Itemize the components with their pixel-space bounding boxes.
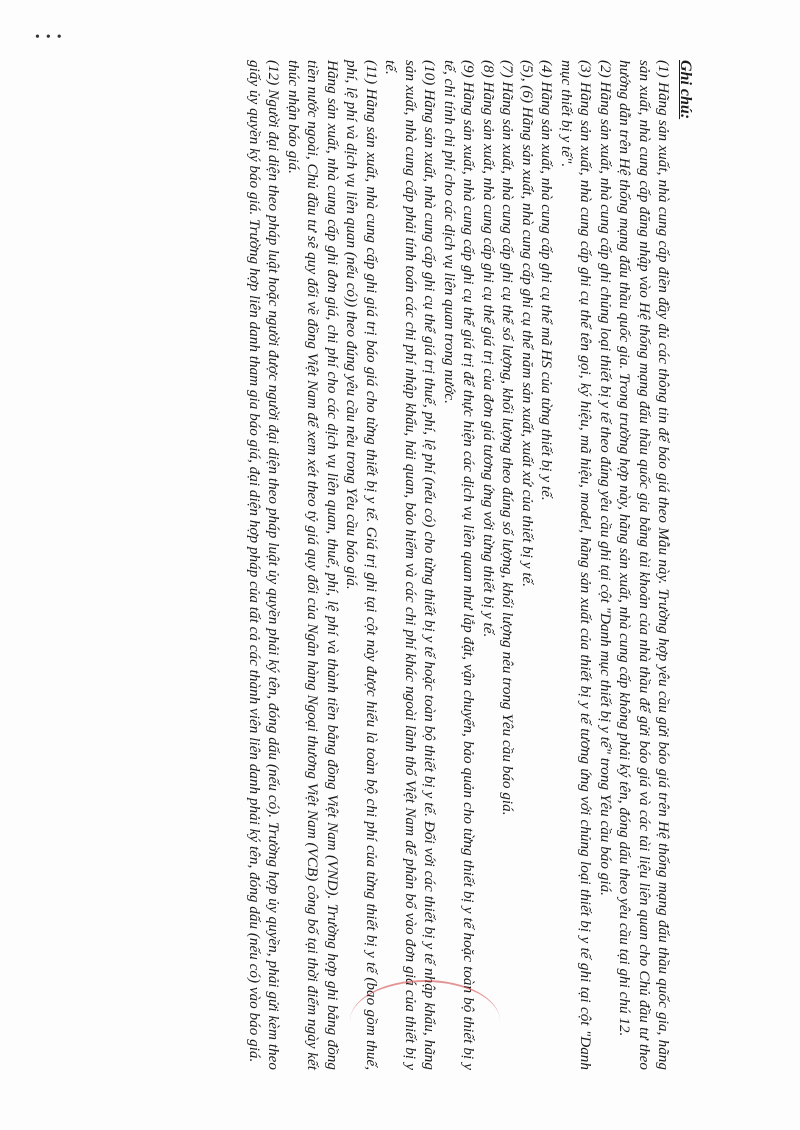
note-4: (4) Hãng sản xuất, nhà cung cấp ghi cụ thể mã HS của từng thiết bị y tế. xyxy=(538,60,556,501)
note-10: (10) Hãng sản xuất, nhà cung cấp ghi cụ thể giá trị thuế, phí, lệ phí (nếu có) cho từng thiết bị y tế hoặc toàn bộ thiết bị y tế. Đối với các thiết bị y tế nhập khẩu, hãng sản xuất, nhà cung cấp phải tính toán các chi phí nhập khẩu, hải quan, bảo hiểm và các chi phí khác ngoài lãnh thổ Việt Nam để phân bổ vào đơn giá của thiết bị y tế. xyxy=(382,60,439,1070)
note-9: (9) Hãng sản xuất, nhà cung cấp ghi cụ thể giá trị để thực hiện các dịch vụ liên quan như lắp đặt, vận chuyển, bảo quản cho từng thiết bị y tế hoặc toàn bộ thiết bị y tế, chỉ tính chi phí cho các dịch vụ liên quan trong nước. xyxy=(441,60,478,1070)
notes-block xyxy=(185,60,695,1070)
note-1: (1) Hãng sản xuất, nhà cung cấp điền đầy đủ các thông tin để báo giá theo Mẫu này. Trường hợp yêu cầu gửi báo giá trên Hệ thống mạng đấu thầu quốc gia, hãng sản xuất, nhà cung cấp đăng nhập vào Hệ thống mạng đấu thầu quốc gia bằng tài khoản của nhà thầu để gửi báo giá và các tài liệu liên quan cho Chủ đầu tư theo hướng dẫn trên Hệ thống mạng đấu thầu quốc gia. Trong trường hợp này, hãng sản xuất, nhà cung cấp không phải ký tên, đóng dấu theo yêu cầu tại ghi chú 12. xyxy=(616,60,673,1070)
scan-marks: ••• xyxy=(35,30,68,45)
note-8: (8) Hãng sản xuất, nhà cung cấp ghi cụ thể giá trị của đơn giá tương ứng với từng thiết bị y tế. xyxy=(480,60,497,638)
note-3: (3) Hãng sản xuất, nhà cung cấp ghi cụ thể tên gọi, ký hiệu, mã hiệu, model, hãng sản xuất của thiết bị y tế tương ứng với chủng loại thiết bị y tế ghi tại cột "Danh mục thiết bị y tế". xyxy=(558,60,595,1070)
note-7: (7) Hãng sản xuất, nhà cung cấp ghi cụ thể số lượng, khối lượng theo đúng số lượng, khối lượng nêu trong Yêu cầu báo giá. xyxy=(499,60,517,816)
company-seal-stamp xyxy=(350,980,500,1062)
note-2: (2) Hãng sản xuất, nhà cung cấp ghi chủng loại thiết bị y tế theo đúng yêu cầu ghi tại cột "Danh mục thiết bị y tế" trong Yêu cầu báo giá. xyxy=(597,60,614,896)
note-5-6: (5), (6) Hãng sản xuất, nhà cung cấp ghi cụ thể năm sản xuất, xuất xứ của thiết bị y tế. xyxy=(519,60,536,588)
notes-heading: Ghi chú: xyxy=(677,60,694,120)
note-11: (11) Hãng sản xuất, nhà cung cấp ghi giá trị báo giá cho từng thiết bị y tế. Giá trị ghi tại cột này được hiểu là toàn bộ chi phí của từng thiết bị y tế (bao gồm thuế, phí, lệ phí và dịch vụ liên quan (nếu có)) theo đúng yêu cầu nêu trong Yêu cầu báo giá. xyxy=(343,60,380,1070)
note-12: (12) Người đại diện theo pháp luật hoặc người được người đại diện theo pháp luật ủy quyền phải ký tên, đóng dấu (nếu có). Trường hợp ủy quyền, phải gửi kèm theo giấy ủy quyền ký báo giá. Trường hợp liên danh tham gia báo giá, đại diện hợp pháp của tất cả các thành viên liên danh phải ký tên, đóng dấu (nếu có) vào báo giá. xyxy=(246,60,283,1070)
note-11-currency: Hãng sản xuất, nhà cung cấp ghi đơn giá, chi phí cho các dịch vụ liên quan, thuế, phí, lệ phí và thành tiền bằng đồng Việt Nam (VND). Trường hợp ghi bằng đồng tiền nước ngoài, Chủ đầu tư sẽ quy đổi về đồng Việt Nam để xem xét theo tỷ giá quy đổi của Ngân hàng Ngoại thương Việt Nam (VCB) công bố tại thời điểm ngày kết thúc nhận báo giá. xyxy=(285,60,341,1070)
